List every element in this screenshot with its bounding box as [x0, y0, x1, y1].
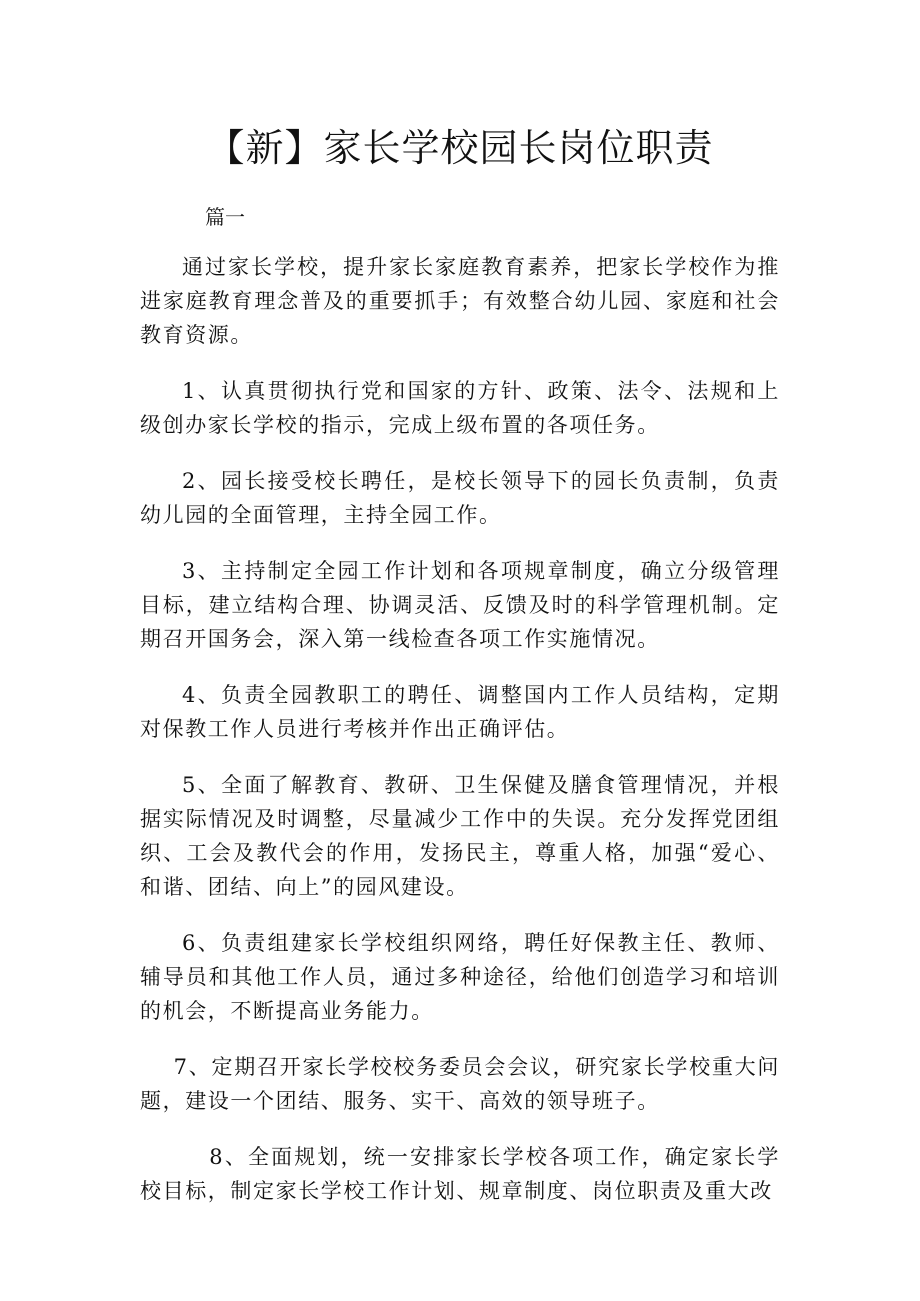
paragraph-item-5: 5、全面了解教育、教研、卫生保健及膳食管理情况，并根据实际情况及时调整，尽量减少工作中的失误。充分发挥党团组织、工会及教代会的作用，发扬民主，尊重人格，加强“爱心、和谐、团结、向上”的园风建设。: [140, 773, 780, 899]
paragraph-item-8: 8、全面规划，统一安排家长学校各项工作，确定家长学校目标，制定家长学校工作计划、规章制度、岗位职责及重大改: [140, 1145, 780, 1203]
document-body: [140, 250, 780, 1230]
paragraph-item-3: 3、主持制定全园工作计划和各项规章制度，确立分级管理目标，建立结构合理、协调灵活、反馈及时的科学管理机制。定期召开国务会，深入第一线检查各项工作实施情况。: [140, 559, 780, 651]
paragraph-intro: 通过家长学校，提升家长家庭教育素养，把家长学校作为推进家庭教育理念普及的重要抓手；有效整合幼儿园、家庭和社会教育资源。: [140, 255, 780, 347]
paragraph-item-2: 2、园长接受校长聘任，是校长领导下的园长负责制，负责幼儿园的全面管理，主持全园工作。: [140, 469, 780, 527]
paragraph-item-1: 1、认真贯彻执行党和国家的方针、政策、法令、法规和上级创办家长学校的指示，完成上级布置的各项任务。: [140, 379, 780, 437]
paragraph-item-6: 6、负责组建家长学校组织网络，聘任好保教主任、教师、辅导员和其他工作人员，通过多种途径，给他们创造学习和培训的机会，不断提高业务能力。: [140, 931, 780, 1023]
paragraph-item-4: 4、负责全园教职工的聘任、调整国内工作人员结构，定期对保教工作人员进行考核并作出正确评估。: [140, 683, 780, 741]
section-label: 篇一: [205, 205, 245, 229]
paragraph-item-7: 7、定期召开家长学校校务委员会会议，研究家长学校重大问题，建设一个团结、服务、实干、高效的领导班子。: [140, 1055, 780, 1113]
document-title: 【新】家长学校园长岗位职责: [206, 126, 714, 170]
